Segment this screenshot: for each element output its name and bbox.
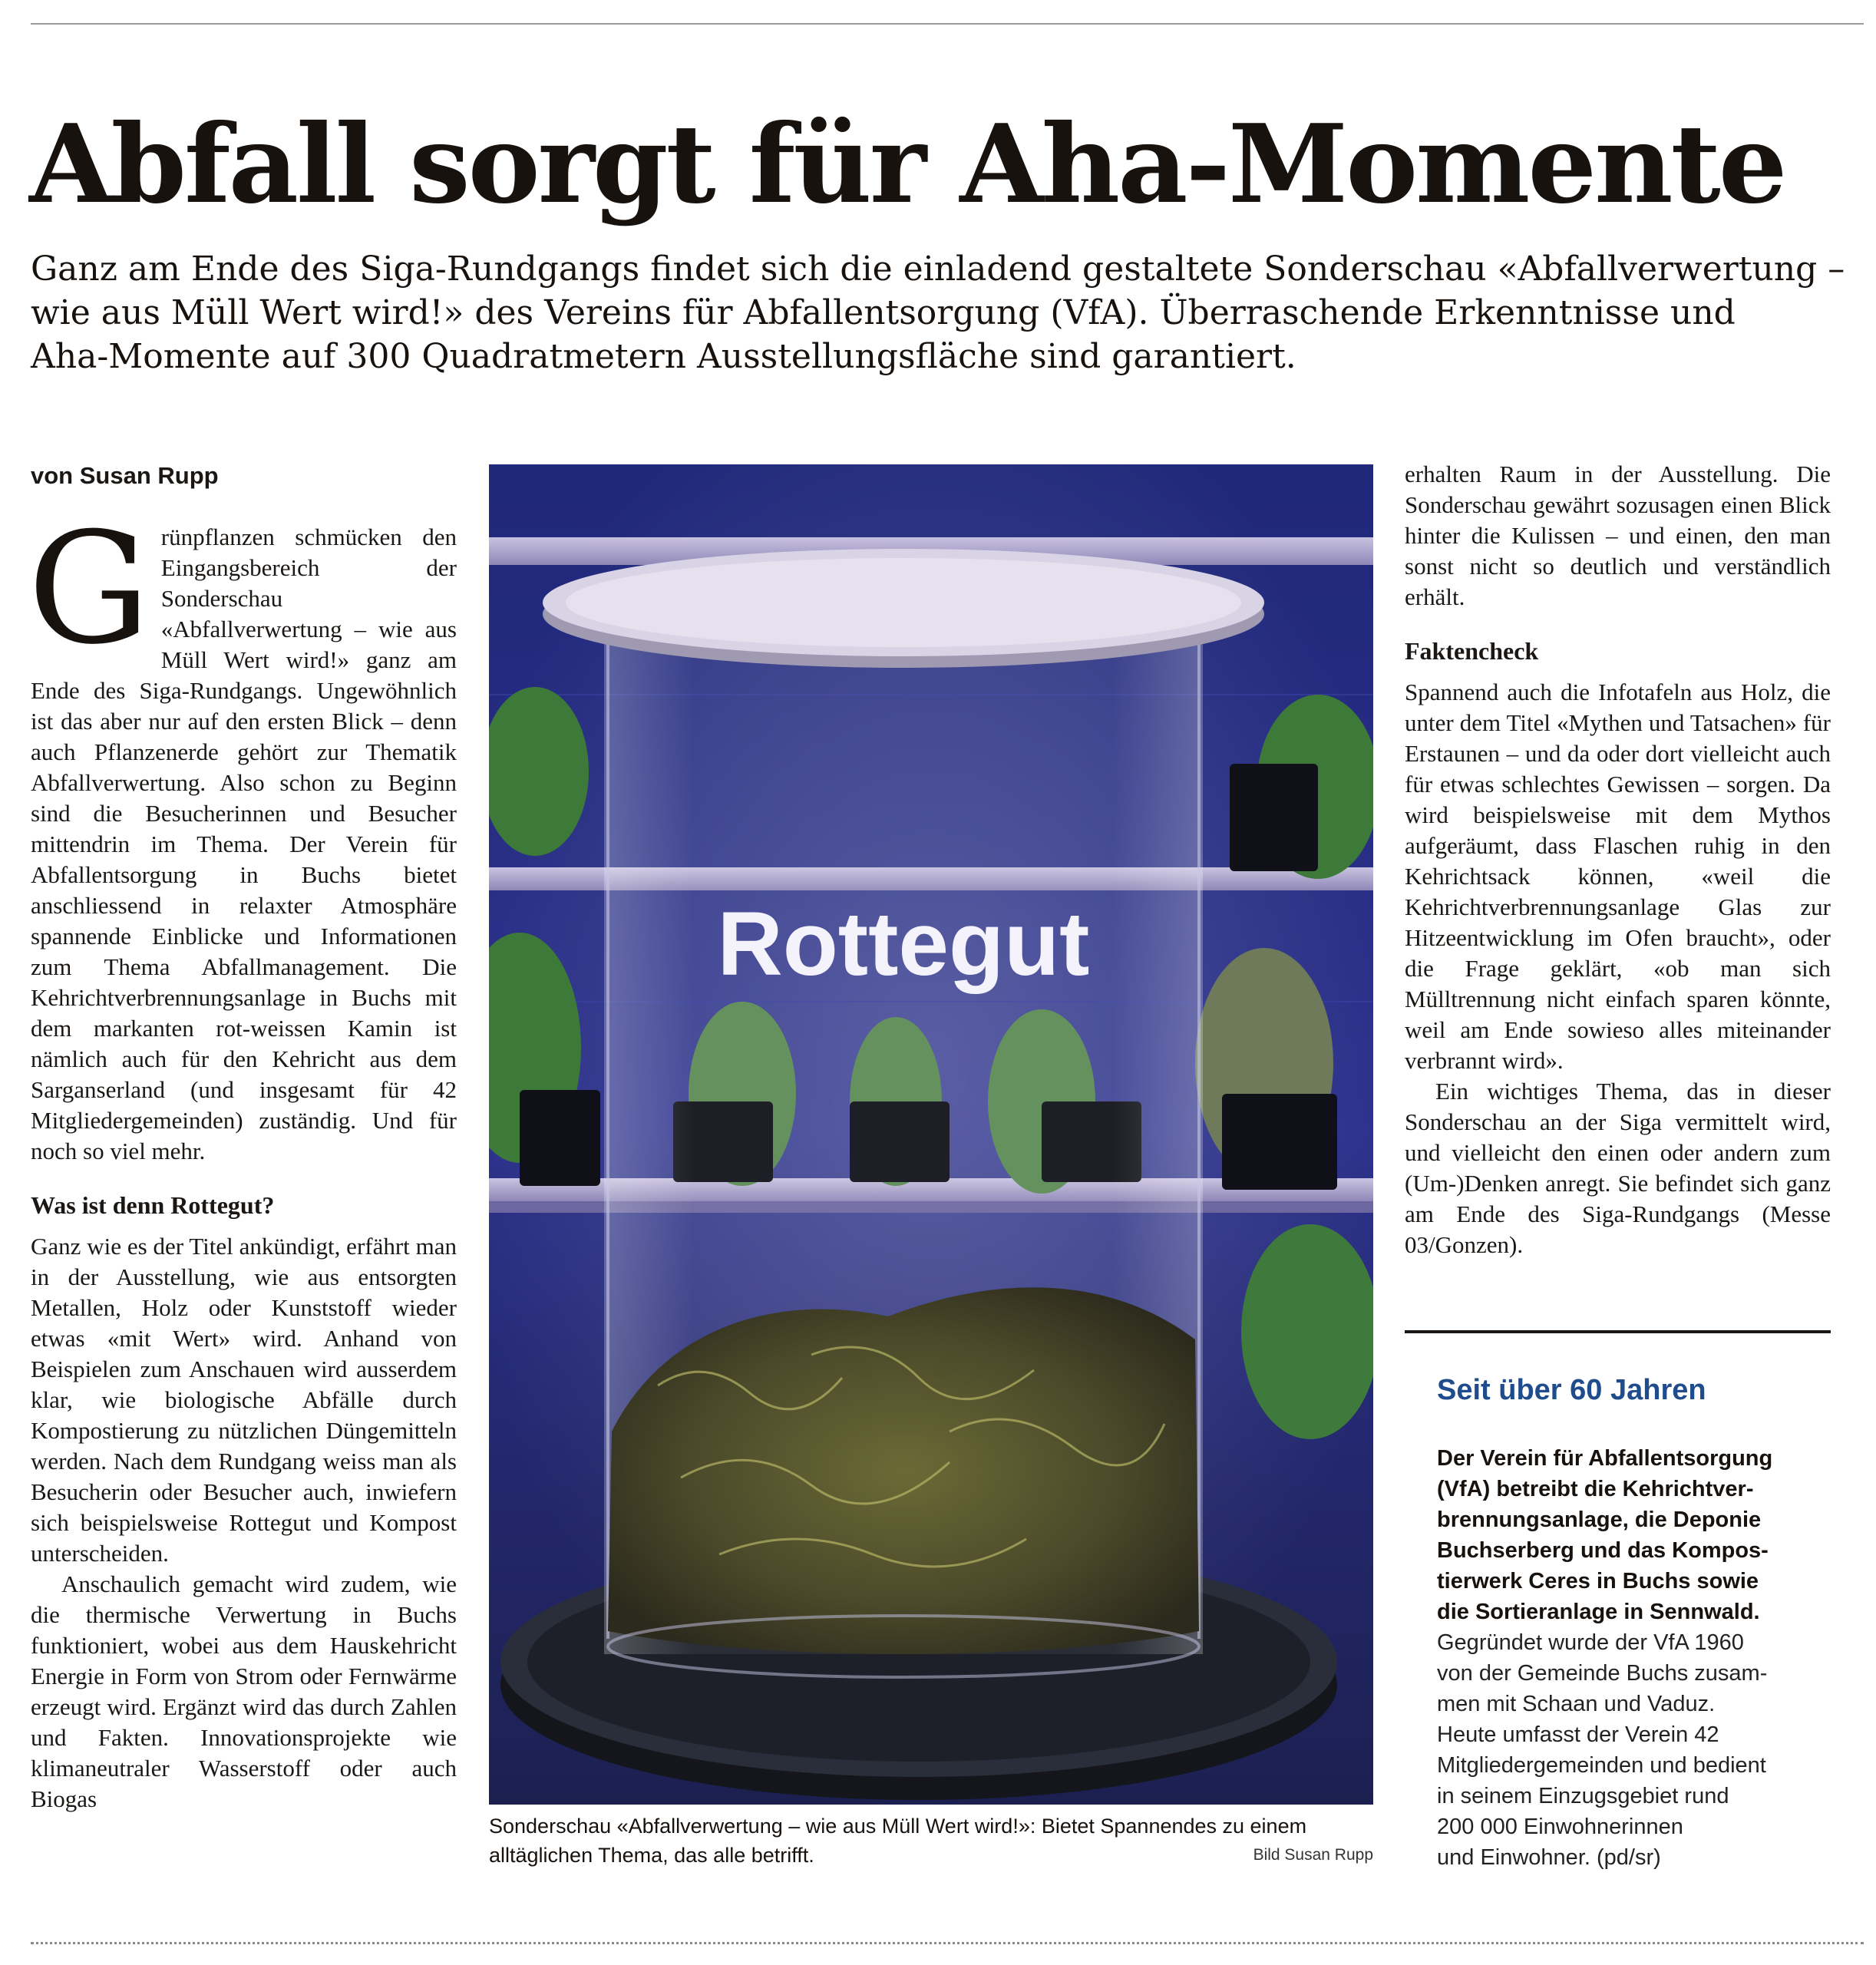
article-paragraph: Anschaulich gemacht wird zudem, wie die thermische Verwertung in Buchs funktioniert, wobei aus dem Hauskehricht Energie in Form von Strom oder Fernwärme erzeugt wird. Ergänzt wird das durch Zahlen und Fakten. Innovationsprojekte wie klimaneutraler Wasserstoff oder auch Biogas bbox=[31, 1570, 457, 1812]
infobox-line: in seinem Einzugsgebiet rund bbox=[1437, 1784, 1729, 1808]
rottegut-jar-illustration bbox=[489, 464, 1373, 1805]
infobox-line: tierwerk Ceres in Buchs sowie bbox=[1437, 1569, 1759, 1593]
article-paragraph: Spannend auch die Infotafeln aus Holz, die unter dem Titel «Mythen und Tatsachen» für Erstaunen – und da oder dort vielleicht auch für etwas schlechtes Gewissen – sorgen. Da wird beispielsweise mit dem Mythos aufgeräumt, dass Flaschen ruhig in den Kehrichtsack können, «weil die Kehrichtverbrennungsanlage Glas zur Hitzeentwicklung im Ofen braucht», oder die Frage geklärt, «ob man sich Mülltrennung nicht einfach sparen könnte, weil am Ende sowieso alles miteinander verbrannt wird». bbox=[1405, 679, 1831, 1074]
photo-caption bbox=[489, 1811, 1373, 1870]
infobox-line: die Sortieranlage in Sennwald. bbox=[1437, 1600, 1760, 1624]
infobox-line: von der Gemeinde Buchs zusam- bbox=[1437, 1661, 1768, 1686]
drop-cap: G bbox=[28, 500, 150, 679]
infobox-line: (VfA) betreibt die Kehrichtver- bbox=[1437, 1477, 1754, 1501]
article-paragraph: Ein wichtiges Thema, das in dieser Sonderschau an der Siga vermittelt wird, und vielleicht den einen oder andern zum (Um-)Denken anregt. Sie befindet sich ganz am Ende des Siga-Rundgangs (Messe 03/Gonzen). bbox=[1405, 1078, 1831, 1258]
lead-line: Aha-Momente auf 300 Quadratmetern Ausstellungsfläche sind garantiert. bbox=[31, 337, 1296, 376]
subheading: Faktencheck bbox=[1405, 637, 1539, 665]
photo-credit: Bild Susan Rupp bbox=[1253, 1846, 1373, 1864]
infobox-title: Seit über 60 Jahren bbox=[1437, 1374, 1706, 1406]
paragraph-text: rünpflanzen schmücken den Eingangsbereich der Sonderschau «Abfallverwertung – wie aus Müll Wert wird!» ganz am Ende des Siga-Rundgangs. Ungewöhnlich ist das aber nur auf den ersten Blick – denn auch Pflanzenerde gehört zur Thematik Abfallverwertung. Also schon zu Beginn sind die Besucherinnen und Besucher mittendrin im Thema. Der Verein für Abfallentsorgung in Buchs bietet anschliessend in relaxter Atmosphäre spannende Einblicke und Informationen zum Thema Abfallmanagement. Die Kehrichtverbrennungsanlage in Buchs mit dem markanten rot-weissen Kamin ist nämlich auch für den Kehricht aus dem Sarganserland (und insgesamt für 42 Mitgliedergemeinden) zuständig. Und für noch so viel mehr. bbox=[31, 523, 457, 1164]
infobox-line: 200 000 Einwohnerinnen bbox=[1437, 1815, 1683, 1839]
infobox-line: Gegründet wurde der VfA 1960 bbox=[1437, 1630, 1744, 1655]
infobox-line: men mit Schaan und Vaduz. bbox=[1437, 1692, 1716, 1716]
infobox-body bbox=[1437, 1443, 1813, 1873]
jar-label: Rottegut bbox=[717, 893, 1090, 995]
article-paragraph: Ganz wie es der Titel ankündigt, erfährt man in der Ausstellung, wie aus entsorgten Metallen, Holz oder Kunststoff wieder etwas «mit Wert» wird. Anhand von Beispielen zum Anschauen wird ausserdem klar, wie biologische Abfälle durch Kompostierung zu nützlichen Düngemitteln werden. Nach dem Rundgang weiss man als Besucherin oder Besucher auch, inwiefern sich beispielsweise Rottegut und Kompost unterscheiden. bbox=[31, 1233, 457, 1567]
infobox-line: brennungsanlage, die Deponie bbox=[1437, 1508, 1762, 1532]
article-paragraph: erhalten Raum in der Ausstellung. Die Sonderschau gewährt sozusagen einen Blick hinter die Kulissen – und einen, den man sonst nicht so deutlich und verständlich erhält. bbox=[1405, 461, 1831, 610]
article-column-3 bbox=[1405, 459, 1831, 1260]
lead-paragraph bbox=[31, 247, 1845, 378]
bottom-rule bbox=[31, 1942, 1864, 1944]
caption-text: Sonderschau «Abfallverwertung – wie aus Müll Wert wird!»: Bietet Spannendes zu einem alltäglichen Thema, das alle betrifft. bbox=[489, 1815, 1307, 1867]
article-column-1 bbox=[28, 500, 457, 1815]
headline: Abfall sorgt für Aha-Momente bbox=[29, 101, 1785, 228]
infobox-rule bbox=[1405, 1330, 1831, 1333]
byline: von Susan Rupp bbox=[31, 462, 219, 489]
infobox-line: und Einwohner. (pd/sr) bbox=[1437, 1845, 1661, 1870]
infobox-line: Mitgliedergemeinden und bedient bbox=[1437, 1753, 1766, 1778]
article-photo bbox=[489, 464, 1373, 1805]
infobox-line: Heute umfasst der Verein 42 bbox=[1437, 1722, 1719, 1747]
infobox-line: Buchserberg und das Kompos- bbox=[1437, 1538, 1769, 1563]
lead-line: wie aus Müll Wert wird!» des Vereins für Abfallentsorgung (VfA). Überraschende Erkenntnisse und bbox=[31, 293, 1736, 332]
infobox-line: Der Verein für Abfallentsorgung bbox=[1437, 1446, 1773, 1471]
subheading: Was ist denn Rottegut? bbox=[31, 1191, 275, 1219]
article-paragraph bbox=[28, 500, 457, 1167]
top-rule bbox=[31, 23, 1864, 25]
lead-line: Ganz am Ende des Siga-Rundgangs findet sich die einladend gestaltete Sonderschau «Abfallverwertung – bbox=[31, 249, 1845, 289]
